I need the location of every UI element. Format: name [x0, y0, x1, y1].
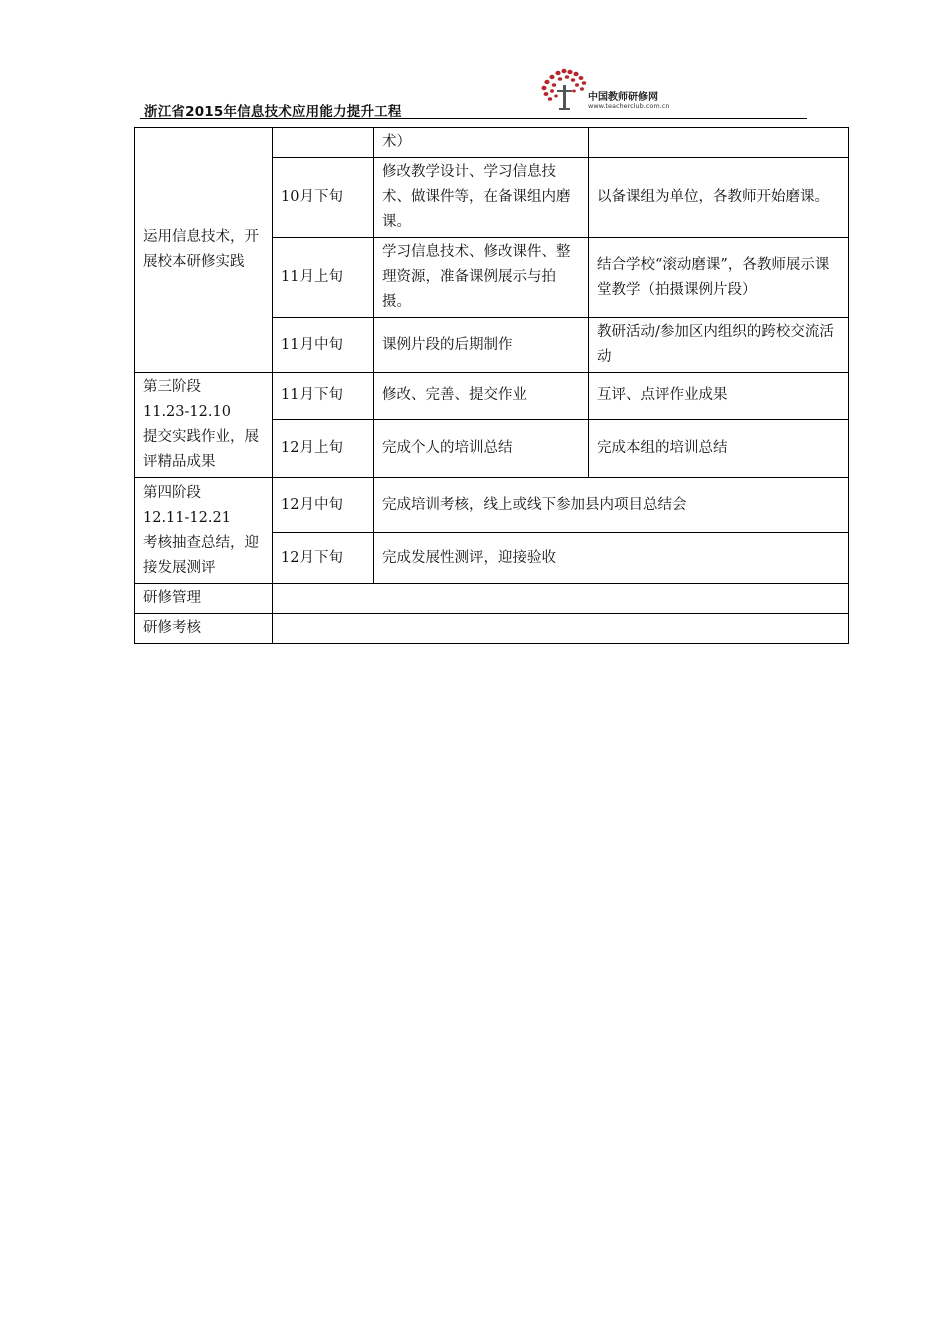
- group-task-cell: [589, 128, 849, 158]
- schedule-table: [134, 127, 849, 644]
- stage-cell-4: [135, 478, 273, 584]
- period-cell: [273, 128, 374, 158]
- personal-task-cell: 学习信息技术、修改课件、整理资源，准备课例展示与拍摄。: [374, 238, 589, 318]
- group-task-cell: 结合学校“滚动磨课”，各教师展示课堂教学（拍摄课例片段）: [589, 238, 849, 318]
- stage-cell-practice: 运用信息技术，开展校本研修实践: [135, 128, 273, 373]
- period-cell: 11月上旬: [273, 238, 374, 318]
- period-cell: 11月中旬: [273, 318, 374, 373]
- table-row: [135, 478, 849, 533]
- period-cell: 10月下旬: [273, 158, 374, 238]
- group-task-cell: 互评、点评作业成果: [589, 373, 849, 420]
- logo-url: www.teacherclub.com.cn: [588, 102, 670, 110]
- mgmt-value: [273, 584, 849, 614]
- page-header: [140, 66, 807, 120]
- assess-value: [273, 614, 849, 644]
- teacherclub-logo: [538, 66, 678, 114]
- personal-task-cell: 修改、完善、提交作业: [374, 373, 589, 420]
- period-cell: 12月下旬: [273, 533, 374, 584]
- personal-task-cell: 课例片段的后期制作: [374, 318, 589, 373]
- group-task-cell: 以备课组为单位，各教师开始磨课。: [589, 158, 849, 238]
- period-cell: 11月下旬: [273, 373, 374, 420]
- period-cell: 12月上旬: [273, 419, 374, 477]
- tree-logo-icon: [538, 68, 590, 112]
- table-row: [135, 373, 849, 420]
- stage3-text: 第三阶段 11.23-12.10 提交实践作业，展评精品成果: [143, 379, 259, 470]
- mgmt-label: 研修管理: [135, 584, 273, 614]
- table-row: [135, 128, 849, 158]
- assess-label: 研修考核: [135, 614, 273, 644]
- table-row: [135, 584, 849, 614]
- group-task-cell: 教研活动/参加区内组织的跨校交流活动: [589, 318, 849, 373]
- merged-task-cell: 完成培训考核，线上或线下参加县内项目总结会: [374, 478, 849, 533]
- personal-task-cell: 术）: [374, 128, 589, 158]
- merged-task-cell: 完成发展性测评，迎接验收: [374, 533, 849, 584]
- stage-cell-3: [135, 373, 273, 478]
- stage4-text: 第四阶段 12.11-12.21 考核抽查总结，迎接发展测评: [143, 484, 259, 576]
- personal-task-cell: 修改教学设计、学习信息技术、做课件等，在备课组内磨课。: [374, 158, 589, 238]
- header-rule: [140, 118, 807, 119]
- header-title: 浙江省2015年信息技术应用能力提升工程: [144, 104, 402, 120]
- table-row: [135, 614, 849, 644]
- logo-name: 中国教师研修网: [588, 92, 658, 103]
- personal-task-cell: 完成个人的培训总结: [374, 419, 589, 477]
- period-cell: 12月中旬: [273, 478, 374, 533]
- group-task-cell: 完成本组的培训总结: [589, 419, 849, 477]
